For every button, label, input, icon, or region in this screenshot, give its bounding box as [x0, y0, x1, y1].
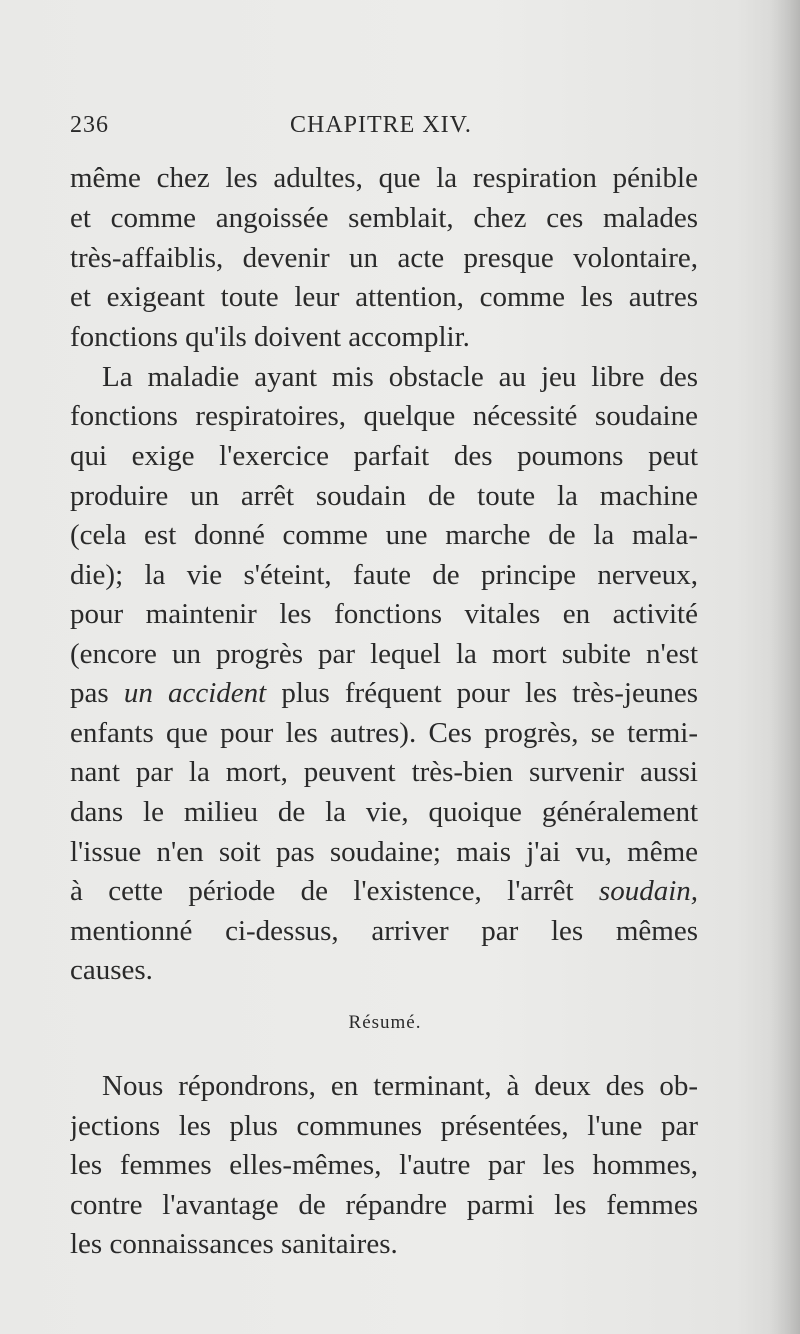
text-line: contre l'avantage de répandre parmi les femmes [70, 1189, 698, 1221]
running-head: CHAPITRE XIV. [290, 112, 472, 138]
text-line: et comme angoissée semblait, chez ces malades [70, 202, 698, 234]
text-line: l'issue n'en soit pas soudaine; mais j'ai vu, même [70, 836, 698, 868]
text-line: (cela est donné comme une marche de la mala- [70, 519, 698, 551]
italic-run: soudain, [598, 875, 698, 907]
text-line: les femmes elles-mêmes, l'autre par les hommes, [70, 1149, 698, 1181]
text-line: très-affaiblis, devenir un acte presque volontaire, [70, 242, 698, 274]
text-run: plus fréquent pour les très-jeunes [266, 677, 698, 709]
text-line: produire un arrêt soudain de toute la machine [70, 480, 698, 512]
text-line: mentionné ci-dessus, arriver par les mêmes [70, 915, 698, 947]
text-line: jections les plus communes présentées, l'une par [70, 1110, 698, 1142]
text-line: les connaissances sanitaires. [70, 1228, 398, 1260]
text-line: pour maintenir les fonctions vitales en activité [70, 598, 698, 630]
text-line: et exigeant toute leur attention, comme les autres [70, 281, 698, 313]
text-line: qui exige l'exercice parfait des poumons peut [70, 440, 698, 472]
text-line-with-italic [70, 871, 698, 911]
text-run: pas [70, 677, 124, 709]
text-line: fonctions qu'ils doivent accomplir. [70, 321, 470, 353]
section-title: Résumé. [348, 1012, 422, 1033]
text-run: à cette période de l'existence, l'arrêt [70, 875, 599, 907]
italic-run: un accident [123, 677, 267, 709]
text-line: enfants que pour les autres). Ces progrès, se termi- [70, 717, 698, 749]
text-line: La maladie ayant mis obstacle au jeu libre des [102, 361, 698, 393]
page-gutter-shadow [770, 0, 800, 1334]
page-header [70, 112, 700, 148]
text-line: dans le milieu de la vie, quoique généralement [70, 796, 698, 828]
text-line: Nous répondrons, en terminant, à deux des ob- [102, 1070, 698, 1102]
text-line: causes. [70, 954, 153, 986]
page-number: 236 [70, 112, 109, 138]
text-line: fonctions respiratoires, quelque nécessité soudaine [70, 400, 698, 432]
text-line: (encore un progrès par lequel la mort subite n'est [70, 638, 698, 670]
text-line-with-italic [70, 673, 698, 713]
text-line: die); la vie s'éteint, faute de principe nerveux, [70, 559, 698, 591]
text-line: nant par la mort, peuvent très-bien survenir aussi [70, 756, 698, 788]
text-line: même chez les adultes, que la respiration pénible [70, 162, 698, 194]
